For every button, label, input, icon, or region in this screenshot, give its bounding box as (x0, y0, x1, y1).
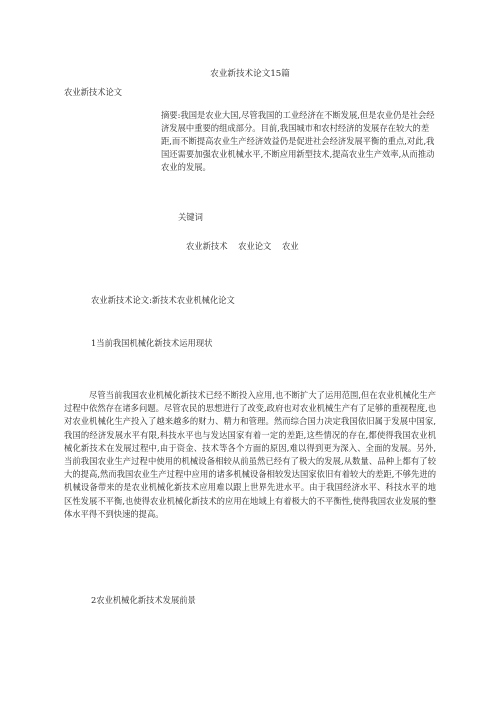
abstract-text: 我国是农业大国,尽管我国的工业经济在不断发展,但是农业仍是社会经济发展中重要的组成部分。目前,我国城市和农村经济的发展存在较大的差距,而不断提高农业生产经济效益仍是促进社会经济发展平衡的重点,对此,我国还需要加强农业机械水平,不断应用新型技术,提高农业生产效率,从而推动农业的发展。 (161, 110, 435, 172)
document-title: 农业新技术论文15篇 (210, 69, 290, 79)
body-paragraph: 尽管当前我国农业机械化新技术已经不断投入应用,也不断扩大了运用范围,但在农业机械化生产过程中依然存在诸多问题。尽管农民的思想进行了改变,政府也对农业机械生产有了足够的重视程度,也对农业机械化生产投入了越来越多的财力、精力和管理。然而综合国力决定我国依旧属于发展中国家,我国的经济发展水平有限,科技水平也与发达国家有着一定的差距,这些情况的存在,都使得我国农业机械化新技术在发展过程中,由于资金、技术等各个方面的原因,难以得到更为深入、全面的发展。另外,当前我国农业生产过程中使用的机械设备相较从前虽然已经有了极大的发展,从数量、品种上都有了较大的提高,然而我国农业生产过程中应用的诸多机械设备相较发达国家依旧有着较大的差距,不够先进的机械设备带来的是农业机械化新技术应用难以跟上世界先进水平。由于我国经济水平、科技水平的地区性发展不平衡,也使得农业机械化新技术的应用在地域上有着极大的不平衡性,使得我国农业发展的整体水平得不到快速的提高。 (64, 390, 436, 519)
subtitle: 农业新技术论文:新技术农业机械化论文 (91, 295, 235, 305)
keyword-item: 农业新技术 (186, 241, 228, 251)
keyword-item: 农业 (281, 241, 299, 251)
section-label: 农业新技术论文 (64, 87, 123, 97)
abstract-prefix: 摘要: (161, 110, 181, 120)
keywords-list (186, 240, 299, 252)
body-paragraph-block (64, 389, 436, 521)
section-heading-2: 2农业机械化新技术发展前景 (91, 595, 196, 605)
abstract-block (64, 109, 436, 174)
keywords-label: 关键词 (178, 212, 203, 222)
section-heading-1: 1当前我国机械化新技术运用现状 (91, 338, 213, 348)
keyword-item: 农业论文 (238, 241, 272, 251)
